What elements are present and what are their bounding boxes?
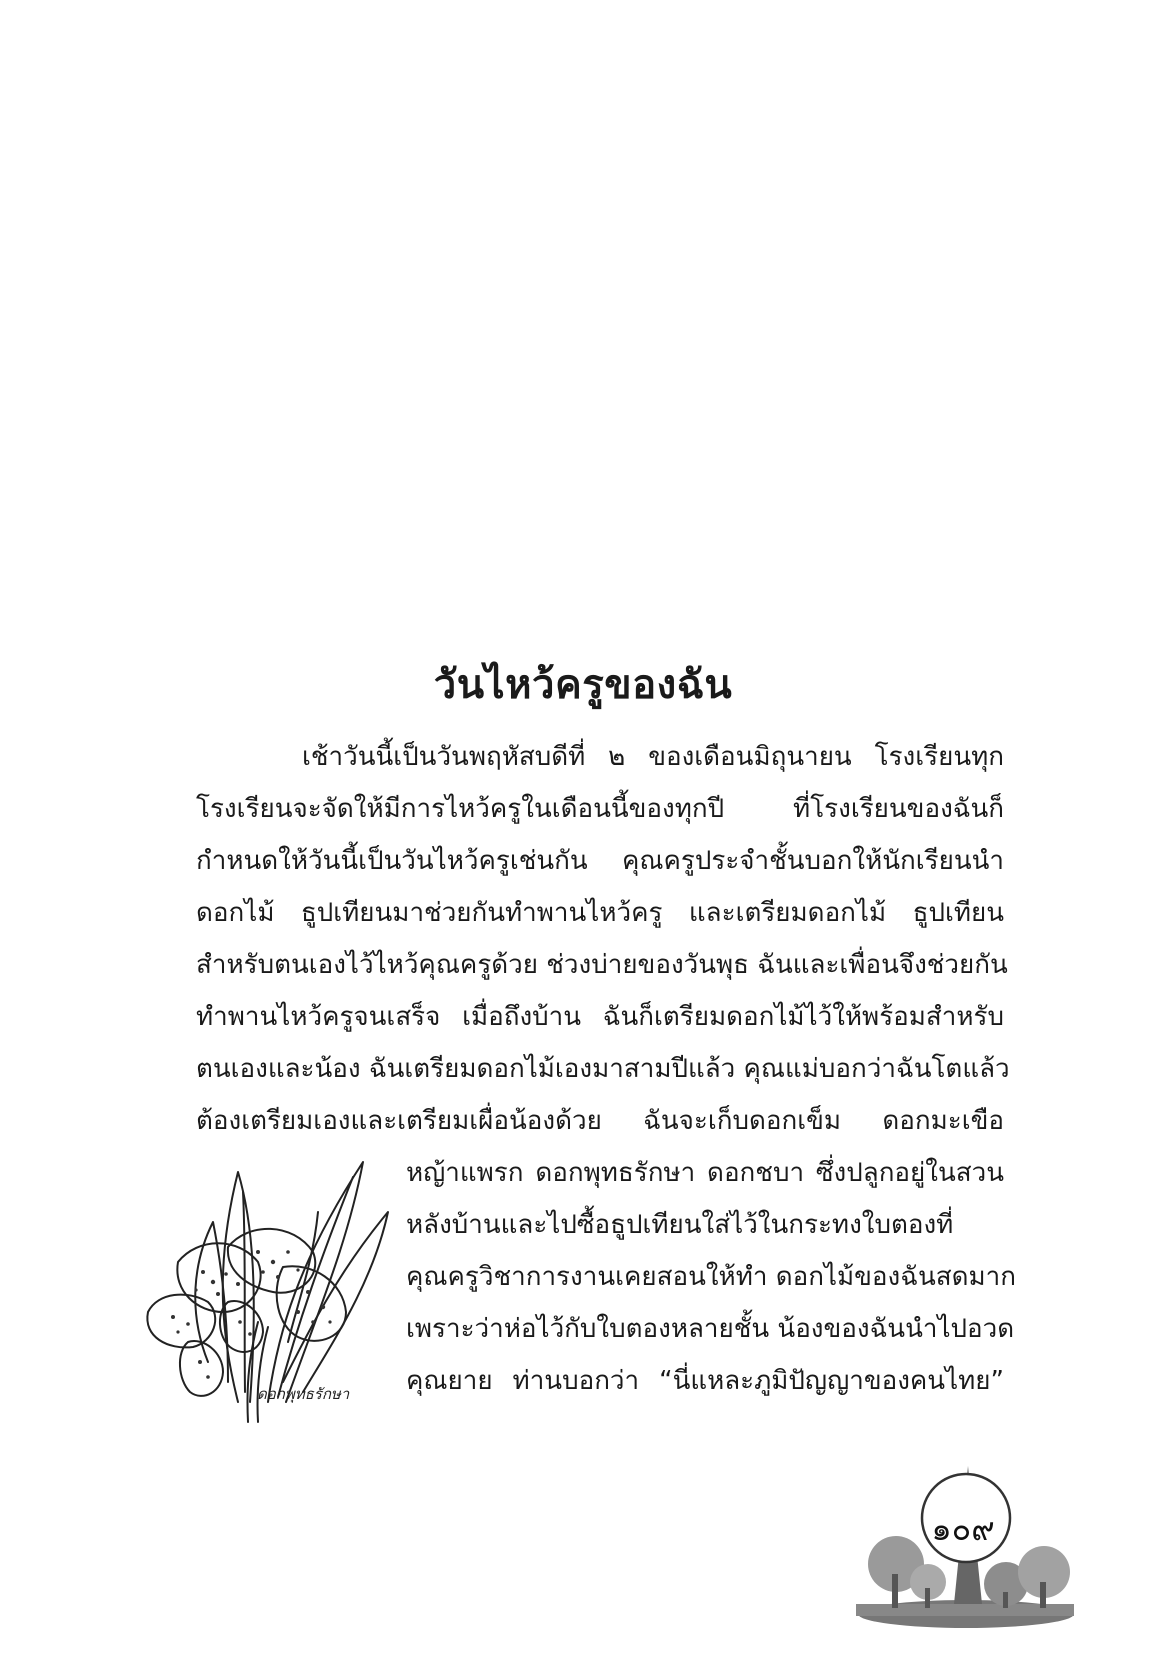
paragraph-line: คุณครูวิชาการงานเคยสอนให้ทำ ดอกไม้ของฉันสดมาก (406, 1262, 1016, 1292)
page-number: ๑๐๙ (931, 1510, 995, 1548)
flower-caption: ดอกพุทธรักษา (257, 1385, 350, 1403)
paragraph-line: เช้าวันนี้เป็นวันพฤหัสบดีที่ ๒ ของเดือนมิถุนายน โรงเรียนทุก (302, 742, 1004, 772)
paragraph-line: ต้องเตรียมเองและเตรียมเผื่อน้องด้วย ฉันจะเก็บดอกเข็ม ดอกมะเขือ (196, 1106, 1004, 1136)
paragraph-line: สำหรับตนเองไว้ไหว้คุณครูด้วย ช่วงบ่ายของวันพุธ ฉันและเพื่อนจึงช่วยกัน (196, 950, 1008, 980)
paragraph-line: โรงเรียนจะจัดให้มีการไหว้ครูในเดือนนี้ของทุกปี ที่โรงเรียนของฉันก็ (196, 794, 1004, 824)
paragraph-line: ดอกไม้ ธูปเทียนมาช่วยกันทำพานไหว้ครู และเตรียมดอกไม้ ธูปเทียน (196, 898, 1004, 928)
page-title: วันไหว้ครูของฉัน (433, 662, 733, 708)
paragraph-line: เพราะว่าห่อไว้กับใบตองหลายชั้น น้องของฉันนำไปอวด (406, 1314, 1015, 1344)
paragraph-line: กำหนดให้วันนี้เป็นวันไหว้ครูเช่นกัน คุณครูประจำชั้นบอกให้นักเรียนนำ (196, 846, 1004, 876)
paragraph-line: ตนเองและน้อง ฉันเตรียมดอกไม้เองมาสามปีแล้ว คุณแม่บอกว่าฉันโตแล้ว (196, 1054, 1010, 1084)
paragraph-line: ทำพานไหว้ครูจนเสร็จ เมื่อถึงบ้าน ฉันก็เตรียมดอกไม้ไว้ให้พร้อมสำหรับ (196, 1002, 1004, 1032)
paragraph-line: หญ้าแพรก ดอกพุทธรักษา ดอกชบา ซึ่งปลูกอยู่ในสวน (406, 1158, 1004, 1188)
paragraph-line: คุณยาย ท่านบอกว่า “นี่แหละภูมิปัญญาของคนไทย” (406, 1366, 1004, 1396)
paragraph-line: หลังบ้านและไปซื้อธูปเทียนใส่ไว้ในกระทงใบตองที่ (406, 1210, 954, 1240)
